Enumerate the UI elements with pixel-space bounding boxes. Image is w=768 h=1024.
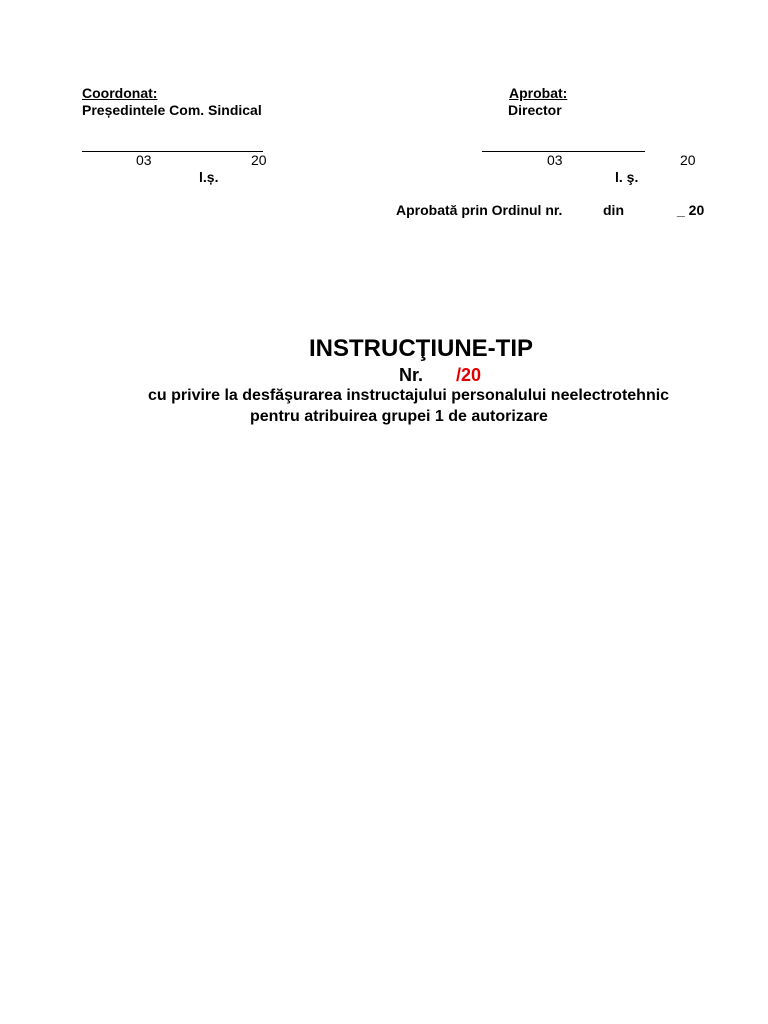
document-number-value: /20: [456, 365, 482, 385]
coordonat-date-year: 20: [251, 152, 267, 168]
document-title: INSTRUCŢIUNE-TIP: [309, 335, 533, 362]
aprobat-signature-line: [482, 151, 645, 152]
coordonat-seal: l.ș.: [199, 169, 219, 185]
document-number-label: Nr.: [399, 365, 424, 385]
aprobat-heading: Aprobat:: [509, 85, 568, 101]
coordonat-signature-line: [82, 151, 263, 152]
document-subtitle-line1: cu privire la desfăşurarea instructajului personalului neelectrotehnic: [148, 387, 670, 404]
coordonat-date-day: 03: [136, 152, 152, 168]
coordonat-heading: Coordonat:: [82, 85, 158, 101]
document-subtitle-line2: pentru atribuirea grupei 1 de autorizare: [250, 408, 548, 425]
aprobat-seal: l. ş.: [615, 169, 639, 185]
aprobat-role: Director: [508, 102, 562, 118]
aprobat-date-year: 20: [680, 152, 696, 168]
order-text: Aprobată prin Ordinul nr.: [396, 202, 563, 218]
order-din: din: [603, 202, 624, 218]
coordonat-role: Președintele Com. Sindical: [82, 102, 262, 118]
aprobat-date-day: 03: [547, 152, 563, 168]
order-year: _ 20: [677, 202, 705, 218]
